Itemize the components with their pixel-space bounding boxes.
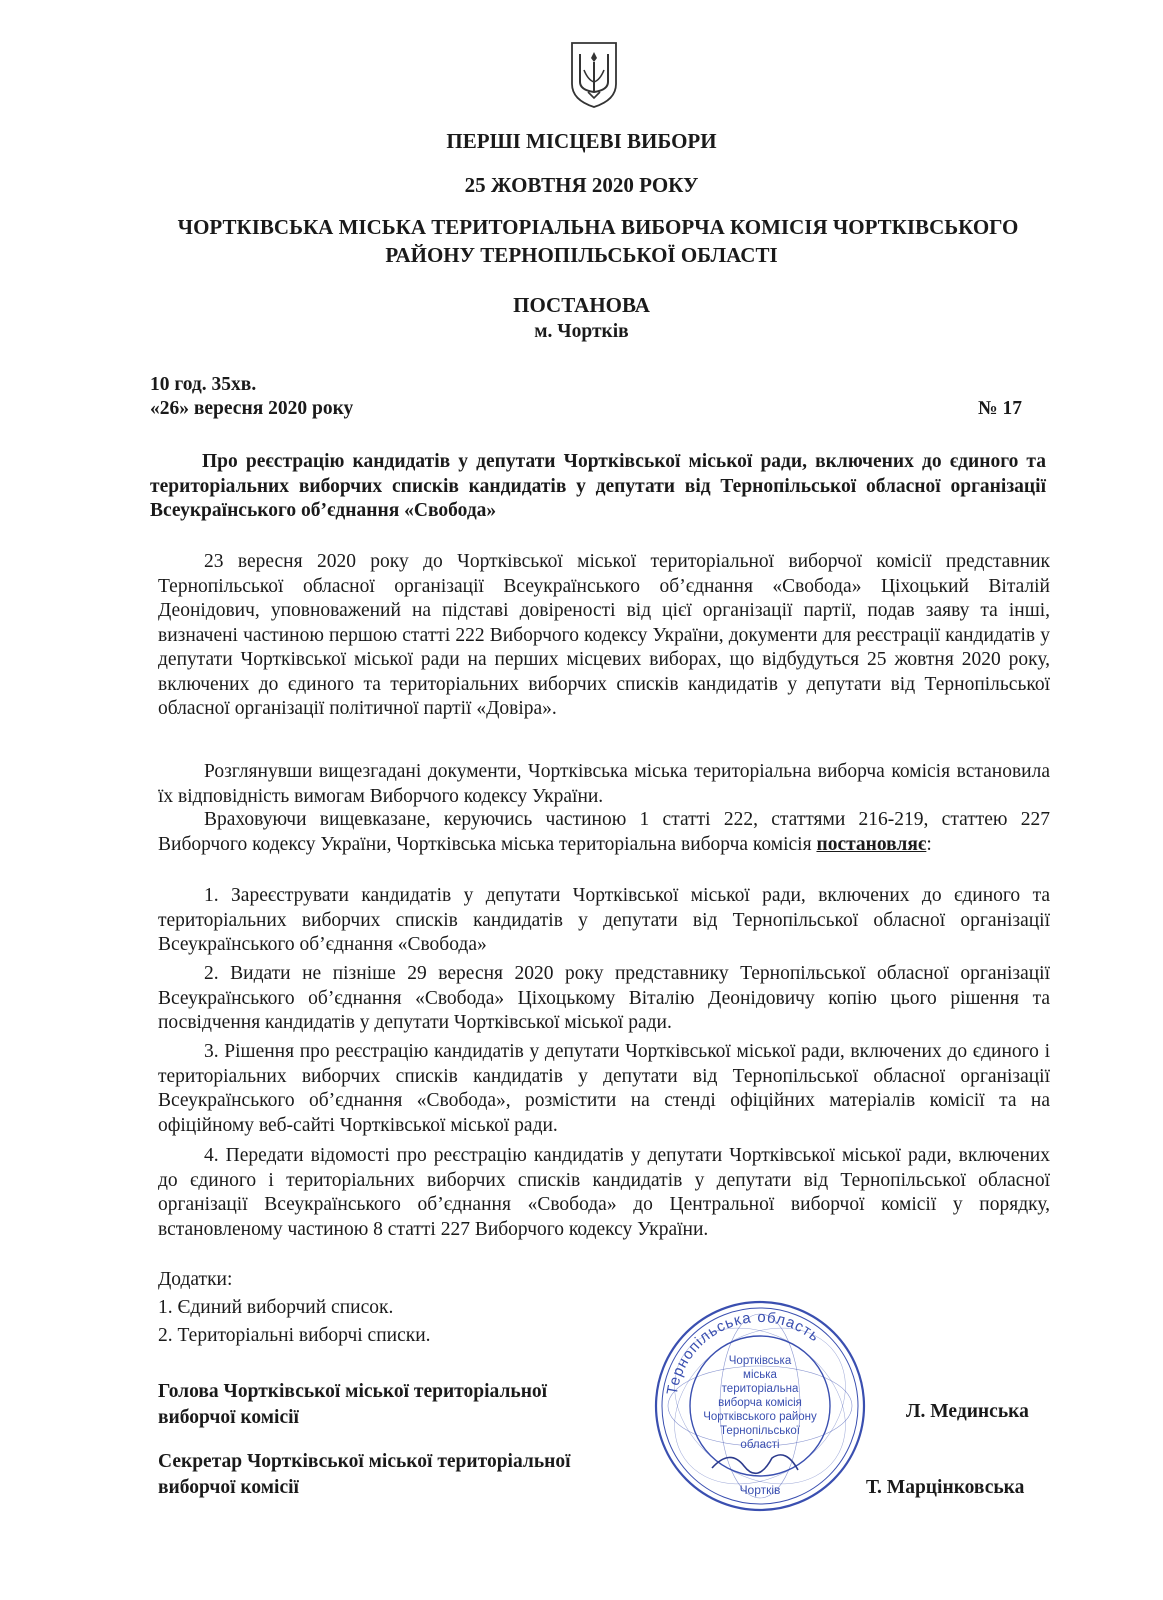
stamp-line-7: області [740, 1439, 780, 1451]
resolution-number: № 17 [978, 398, 1022, 419]
paragraph-3-text: Враховуючи вищевказане, керуючись частиною 1 статті 222, статтями 216-219, статтею 227 Виборчого кодексу України, Чортківська міська територіальна виборча комісія [158, 809, 1050, 855]
stamp-line-1: Чортківська [728, 1355, 792, 1367]
stamp-line-2: міська [743, 1369, 777, 1381]
stamp-bottom: Чортків [739, 1483, 781, 1497]
attachments-title: Додатки: [158, 1269, 233, 1290]
stamp-line-4: виборча комісія [718, 1397, 802, 1409]
decision-item-2: 2. Видати не пізніше 29 вересня 2020 року представнику Тернопільської обласної організації Всеукраїнського об’єднання «Свобода» Ціхоцькому Віталію Деонідовичу копію цього рішення та посвідчення кандидатів у депутати Чортківської міської ради. [158, 963, 1050, 1033]
commission-name-line2: РАЙОНУ ТЕРНОПІЛЬСЬКОЇ ОБЛАСТІ [385, 243, 778, 267]
attachment-2: 2. Територіальні виборчі списки. [158, 1325, 431, 1346]
handwritten-signature [712, 1455, 798, 1473]
commission-name-line1: ЧОРТКІВСЬКА МІСЬКА ТЕРИТОРІАЛЬНА ВИБОРЧА КОМІСІЯ ЧОРТКІВСЬКОГО [177, 215, 1019, 239]
secretary-title-line1: Секретар Чортківської міської територіальної [158, 1451, 571, 1472]
head-title-line2: виборчої комісії [158, 1407, 299, 1428]
paragraph-3 [158, 808, 1050, 857]
decision-item-3: 3. Рішення про реєстрацію кандидатів у депутати Чортківської міської ради, включених до єдиного і територіальних виборчих списків кандидатів у депутати від Тернопільської обласної організації Всеукраїнського об’єднання «Свобода», розмістити на стенді офіційних матеріалів комісії та на офіційному веб-сайті Чортківської міської ради. [158, 1041, 1050, 1136]
election-title: ПЕРШІ МІСЦЕВІ ВИБОРИ [446, 129, 717, 153]
stamp-line-6: Тернопільської [720, 1425, 800, 1437]
city: м. Чортків [534, 321, 629, 342]
decision-item-4: 4. Передати відомості про реєстрацію кандидатів у депутати Чортківської міської ради, включених до єдиного і територіальних виборчих списків кандидатів у депутати від Тернопільської обласної організації Всеукраїнського об’єднання «Свобода» до Центральної виборчої комісії у порядку, встановленому частиною 8 статті 227 Виборчого кодексу України. [158, 1145, 1050, 1240]
election-date: 25 ЖОВТНЯ 2020 РОКУ [464, 173, 699, 197]
paragraph-1: 23 вересня 2020 року до Чортківської міської територіальної виборчої комісії представник Тернопільської обласної організації Всеукраїнського об’єднання «Свобода» Ціхоцький Віталій Деонідович, уповноважений на підставі довіреності від цієї організації партії, подав заяву та інші, визначені частиною першою статті 222 Виборчого кодексу України, документи для реєстрації кандидатів у депутати Чортківської міської ради на перших місцевих виборах, що відбудуться 25 жовтня 2020 року, включених до єдиного та територіальних виборчих списків кандидатів у депутати від Тернопільської обласної організації політичної партії «Довіра». [158, 551, 1050, 719]
stamp-ring-text: Тернопільська область [663, 1308, 824, 1397]
decision-item-1: 1. Зареєструвати кандидатів у депутати Чортківської міської ради, включених до єдиного та територіальних виборчих списків кандидатів у депутати від Тернопільської обласної організації Всеукраїнського об’єднання «Свобода» [158, 885, 1050, 955]
stamp-line-3: територіальна [721, 1383, 799, 1395]
attachment-1: 1. Єдиний виборчий список. [158, 1297, 394, 1318]
decision-keyword: постановляє [816, 833, 927, 855]
resolution-subject: Про реєстрацію кандидатів у депутати Чортківської міської ради, включених до єдиного та територіальних виборчих списків кандидатів у депутати від Тернопільської обласної організації Всеукраїнського об’єднання «Свобода» [150, 451, 1046, 521]
official-stamp [652, 1298, 868, 1514]
document-type: ПОСТАНОВА [513, 293, 650, 317]
stamp-line-5: Чортківського району [703, 1411, 817, 1423]
resolution-time: 10 год. 35хв. [150, 374, 257, 395]
trident-coat-of-arms-icon [568, 40, 620, 110]
head-name: Л. Мединська [906, 1401, 1029, 1422]
head-title-line1: Голова Чортківської міської територіальної [158, 1381, 548, 1402]
paragraph-2: Розглянувши вищезгадані документи, Чортківська міська територіальна виборча комісія встановила їх відповідність вимогам Виборчого кодексу України. [158, 761, 1050, 807]
secretary-name: Т. Марцінковська [866, 1477, 1025, 1498]
secretary-title-line2: виборчої комісії [158, 1477, 299, 1498]
resolution-date: «26» вересня 2020 року [150, 398, 354, 419]
paragraph-3-colon: : [926, 833, 932, 855]
